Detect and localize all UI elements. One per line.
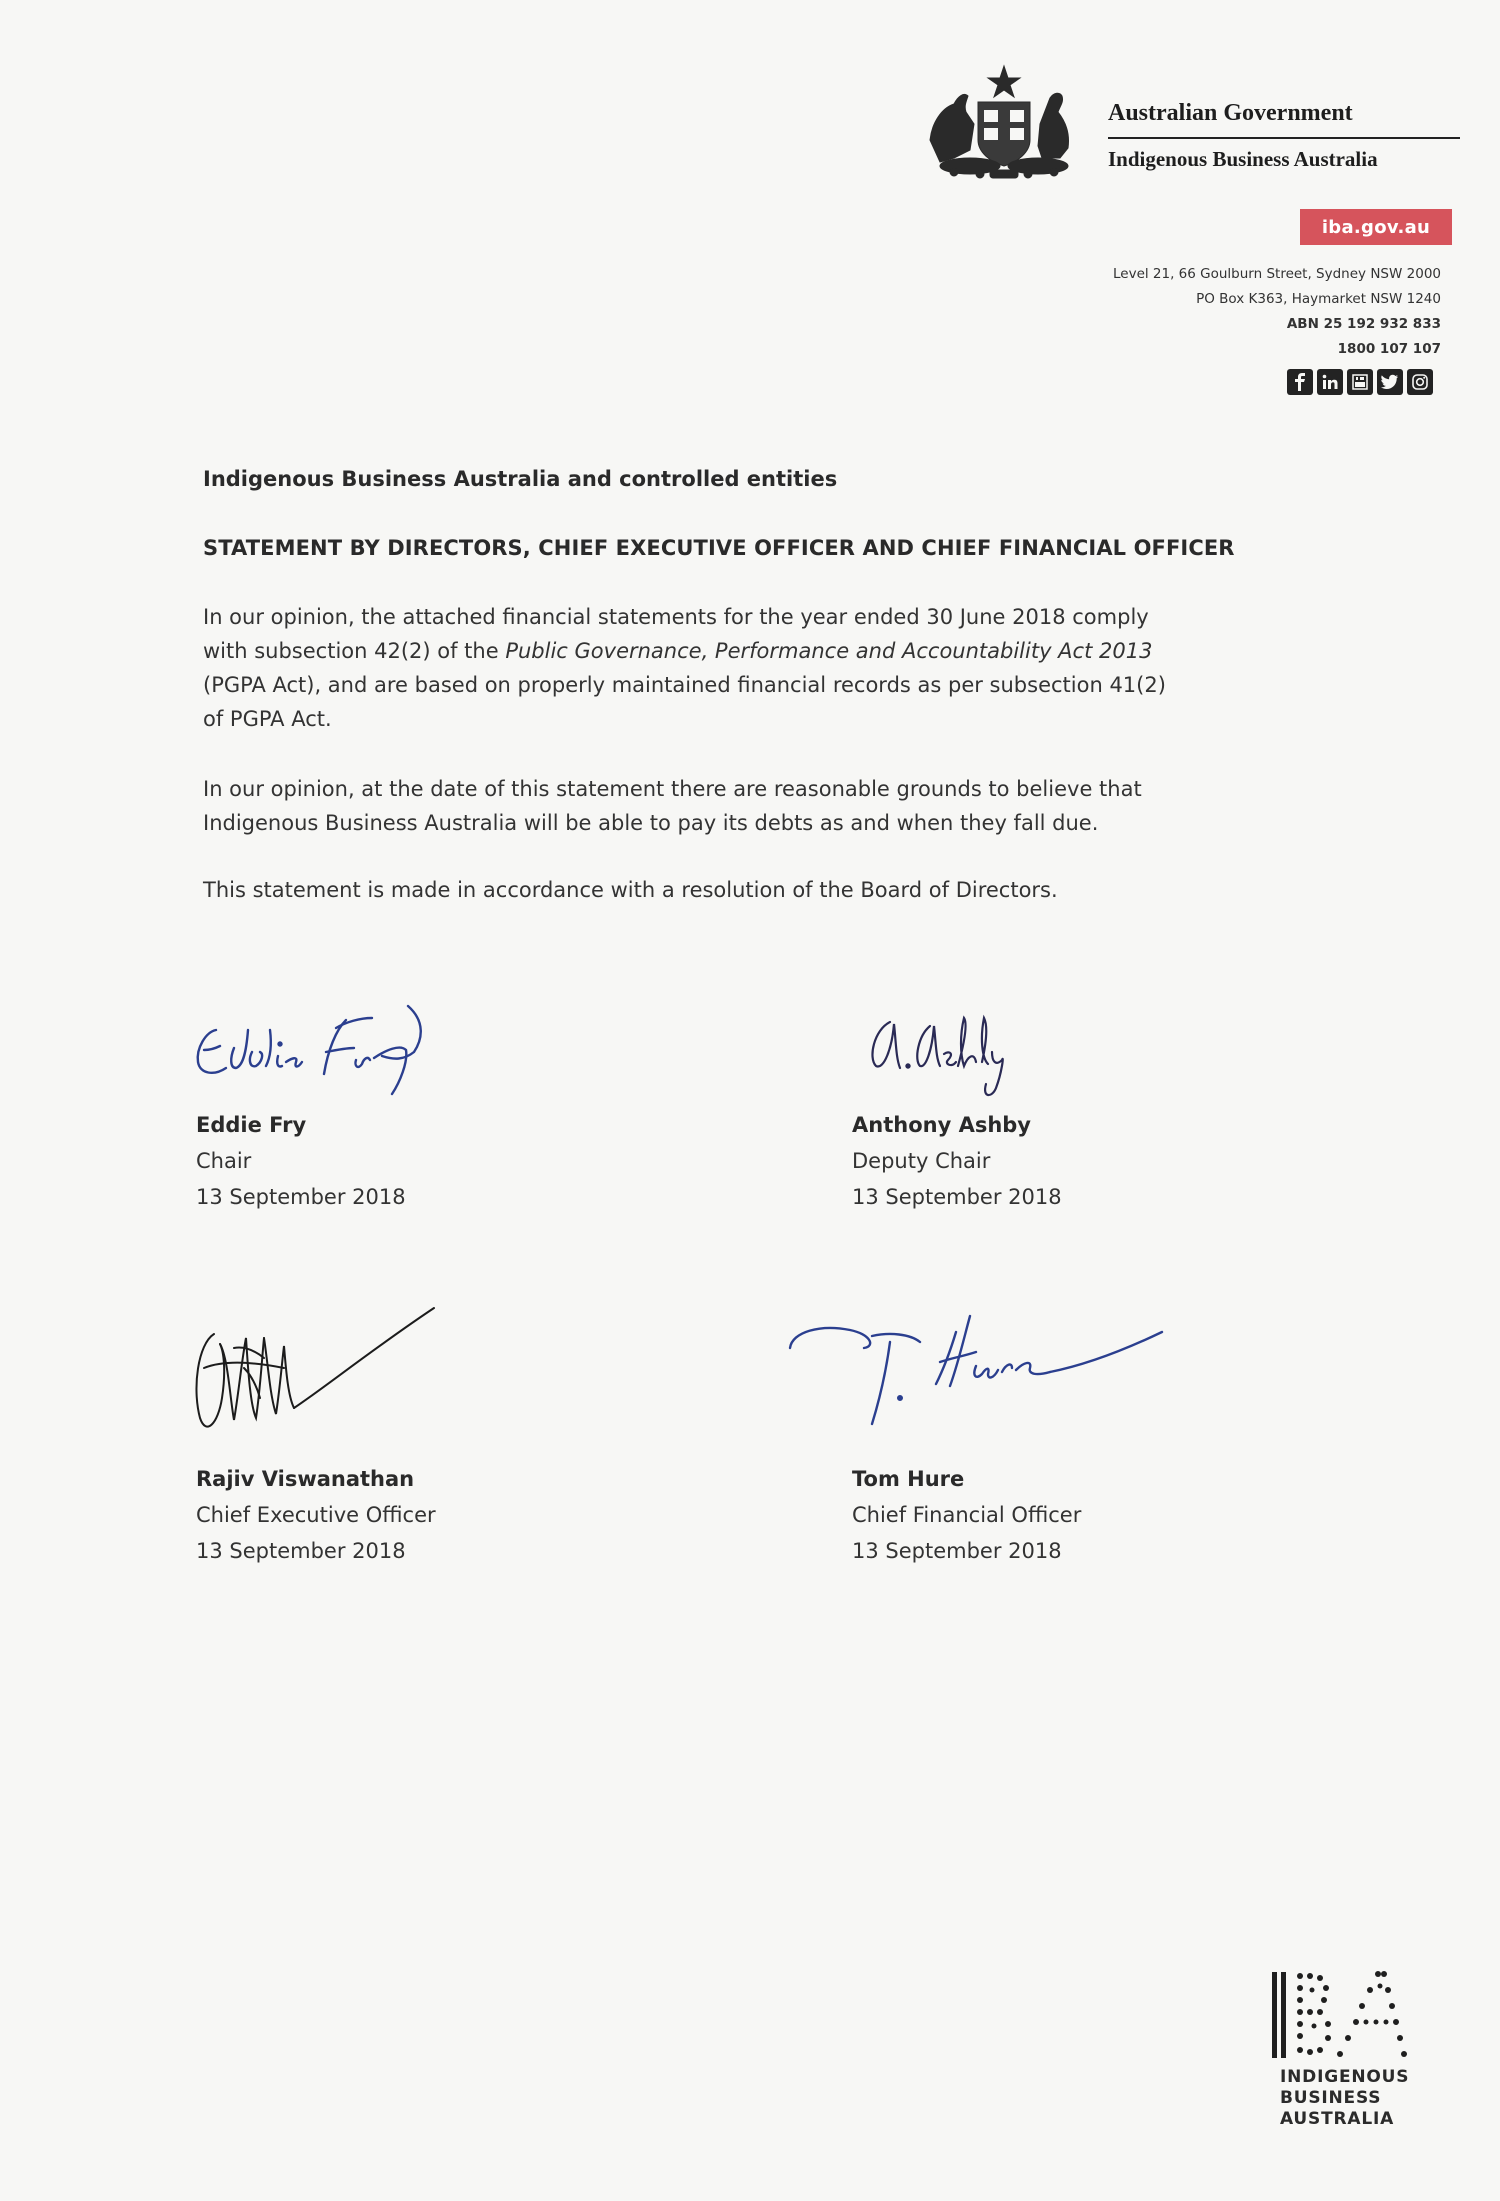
signature-tom-hure xyxy=(780,1302,1180,1442)
logo-text-line: INDIGENOUS xyxy=(1280,2067,1410,2087)
paragraph-line: Indigenous Business Australia will be able to pay its debts as and when they fall due. xyxy=(203,811,1099,835)
instagram-icon[interactable] xyxy=(1407,369,1433,395)
signatory-date: 13 September 2018 xyxy=(852,1539,1062,1563)
entity-heading: Indigenous Business Australia and controlled entities xyxy=(203,467,838,491)
signatory-date: 13 September 2018 xyxy=(196,1539,406,1563)
paragraph-line: (PGPA Act), and are based on properly maintained financial records as per subsection 41(2) xyxy=(203,673,1166,697)
address-street: Level 21, 66 Goulburn Street, Sydney NSW 2000 xyxy=(1112,266,1441,282)
statement-title: STATEMENT BY DIRECTORS, CHIEF EXECUTIVE OFFICER AND CHIEF FINANCIAL OFFICER xyxy=(203,536,1235,560)
facebook-icon[interactable] xyxy=(1287,369,1313,395)
logo-text-line: BUSINESS xyxy=(1280,2088,1382,2108)
signatory-name: Anthony Ashby xyxy=(852,1113,1031,1137)
address-po-box: PO Box K363, Haymarket NSW 1240 xyxy=(1196,291,1441,307)
logo-text-line: AUSTRALIA xyxy=(1280,2109,1395,2129)
organisation-title: Indigenous Business Australia xyxy=(1108,147,1378,171)
linkedin-icon[interactable] xyxy=(1317,369,1343,395)
paragraph-line: In our opinion, at the date of this statement there are reasonable grounds to believe that xyxy=(203,777,1142,801)
signatory-name: Rajiv Viswanathan xyxy=(196,1467,415,1491)
phone-number: 1800 107 107 xyxy=(1337,341,1441,357)
paragraph-line: of PGPA Act. xyxy=(203,707,332,731)
signature-eddie-fry xyxy=(186,1000,506,1100)
signature-rajiv-viswanathan xyxy=(184,1288,444,1438)
letterhead-divider xyxy=(1108,137,1460,139)
coat-of-arms-icon xyxy=(920,62,1088,182)
signatory-date: 13 September 2018 xyxy=(196,1185,406,1209)
paragraph-line: This statement is made in accordance with a resolution of the Board of Directors. xyxy=(203,878,1058,902)
abn: ABN 25 192 932 833 xyxy=(1286,316,1441,332)
opinion-paragraph-1 xyxy=(203,600,1283,736)
signature-anthony-ashby xyxy=(860,1004,1060,1104)
signatory-role: Deputy Chair xyxy=(852,1149,991,1173)
opinion-paragraph-2 xyxy=(203,772,1283,840)
resolution-paragraph xyxy=(203,873,1283,907)
social-links xyxy=(1287,369,1433,395)
website-link[interactable]: iba.gov.au xyxy=(1300,209,1452,245)
act-title: Public Governance, Performance and Accountability Act 2013 xyxy=(505,639,1153,663)
signatory-date: 13 September 2018 xyxy=(852,1185,1062,1209)
paragraph-line: In our opinion, the attached financial statements for the year ended 30 June 2018 comply xyxy=(203,605,1149,629)
signatory-role: Chief Executive Officer xyxy=(196,1503,436,1527)
signatory-role: Chief Financial Officer xyxy=(852,1503,1082,1527)
signatory-name: Eddie Fry xyxy=(196,1113,307,1137)
youtube-icon[interactable] xyxy=(1347,369,1373,395)
paragraph-text: with subsection 42(2) of the xyxy=(203,639,506,663)
signatory-role: Chair xyxy=(196,1149,252,1173)
government-title: Australian Government xyxy=(1108,100,1353,126)
signatory-name: Tom Hure xyxy=(852,1467,965,1491)
twitter-icon[interactable] xyxy=(1377,369,1403,395)
iba-logo-icon xyxy=(1270,1960,1440,2070)
paragraph-line xyxy=(203,634,1283,668)
